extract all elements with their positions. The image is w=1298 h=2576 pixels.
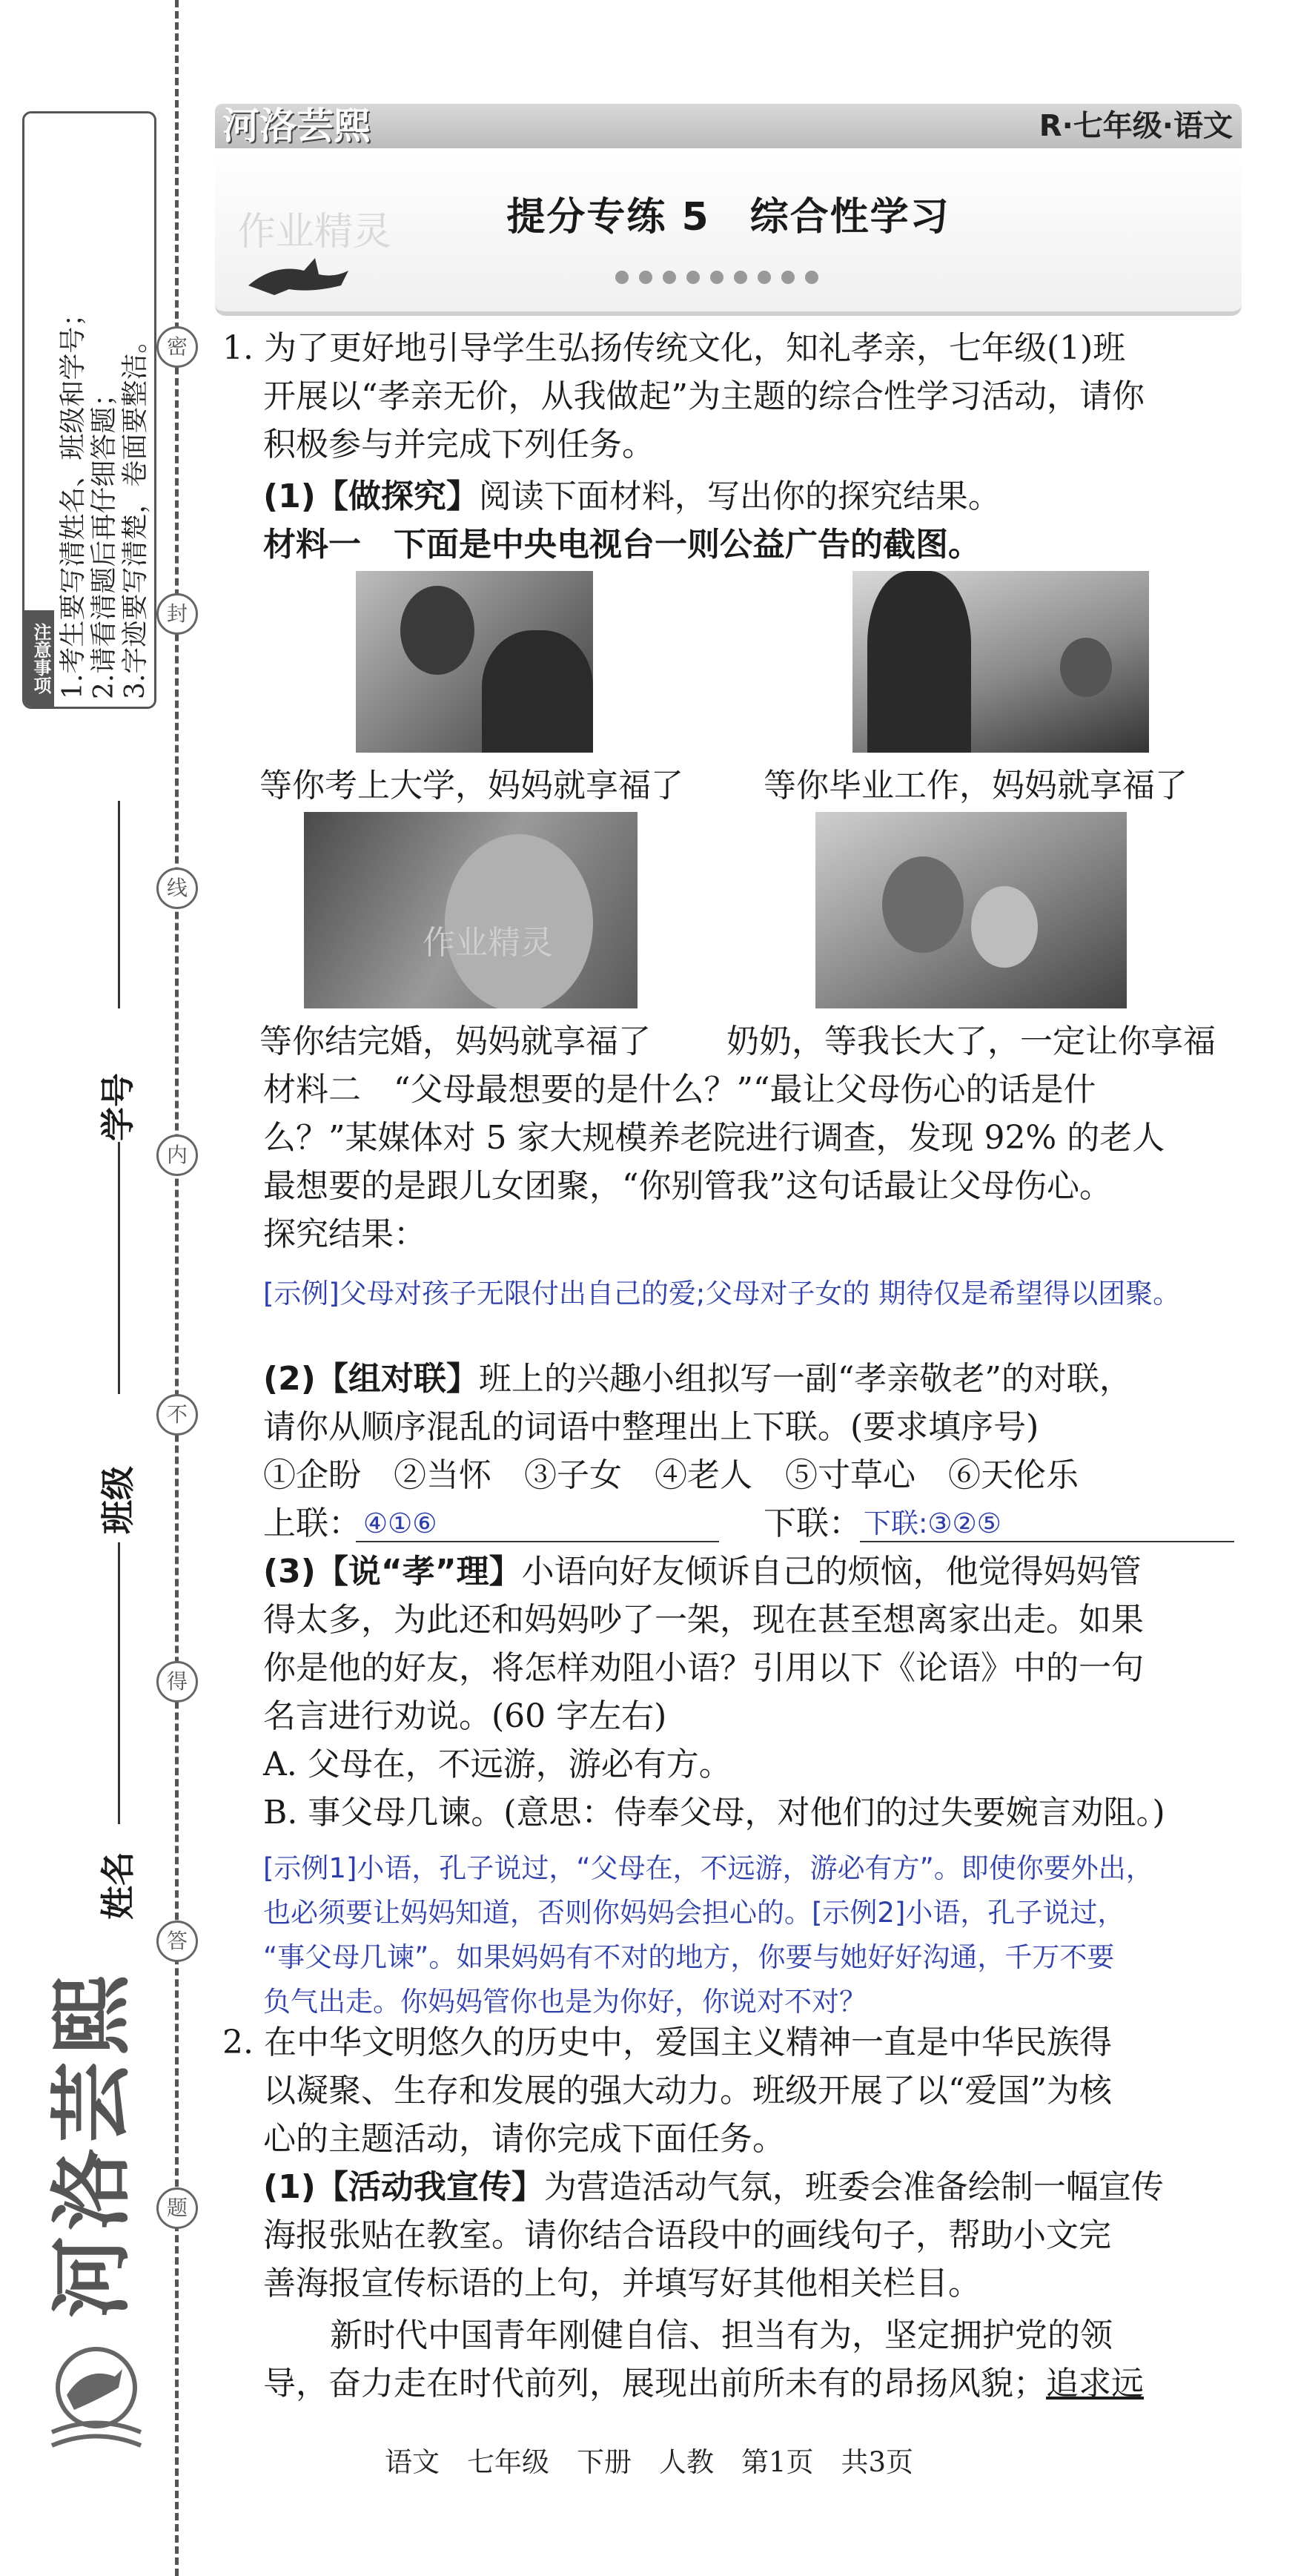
student-id-label: 学号 <box>98 1073 138 1141</box>
seal-da: 答 <box>156 1921 198 1962</box>
caption-4: 奶奶，等我长大了，一定让你享福 <box>726 1023 1216 1060</box>
name-label: 姓名 <box>98 1852 138 1920</box>
passage-line-2 <box>263 2362 1144 2406</box>
q1-part1-label: (1)【做探究】 <box>263 478 479 515</box>
upper-couplet-blank[interactable] <box>356 1541 719 1542</box>
upper-couplet-answer[interactable]: ④①⑥ <box>363 1507 437 1539</box>
q1-stem-1: 1. 为了更好地引导学生弘扬传统文化，知礼孝亲，七年级(1)班 <box>222 329 1126 367</box>
page-title: 提分专练 5 综合性学习 <box>506 195 950 240</box>
q1-part2-text-1: 班上的兴趣小组拟写一副“孝亲敬老”的对联， <box>478 1360 1132 1398</box>
photo-graduate <box>852 571 1149 753</box>
result-answer: [示例]父母对孩子无限付出自己的爱;父母对子女的 期待仅是希望得以团聚。 <box>263 1278 1181 1310</box>
material2-line-1: 材料二 “父母最想要的是什么？”“最让父母伤心的话是什 <box>263 1071 1096 1109</box>
upper-couplet-label: 上联： <box>263 1505 361 1542</box>
q2-part1-text-2: 海报张贴在教室。请你结合语段中的画线句子，帮助小文完 <box>263 2216 1111 2254</box>
lower-couplet-blank[interactable] <box>860 1541 1234 1542</box>
q1-part3-text-4: 名言进行劝说。(60 字左右) <box>263 1697 667 1735</box>
lower-couplet-answer[interactable]: 下联:③②⑤ <box>864 1507 1001 1539</box>
notice-line-1: 1.考生要写清姓名、班级和学号； <box>58 300 88 699</box>
photo-mother-smile <box>304 812 638 1008</box>
photo-grandma-girl <box>815 812 1127 1008</box>
q1-part3 <box>263 1550 1142 1594</box>
notice-line-2: 2.请看清题后再仔细答题； <box>89 380 119 699</box>
caption-2: 等你毕业工作，妈妈就享福了 <box>764 767 1188 805</box>
student-id-line[interactable] <box>118 801 120 1008</box>
title-dots <box>615 271 829 287</box>
q2-stem-3: 心的主题活动，请你完成下面任务。 <box>263 2120 785 2158</box>
q1-part2-text-2: 请你从顺序混乱的词语中整理出上下联。(要求填序号) <box>263 1408 1039 1446</box>
material2-line-3: 最想要的是跟儿女团聚，“你别管我”这句话最让父母伤心。 <box>263 1167 1112 1205</box>
seal-mi: 密 <box>156 326 198 368</box>
binding-margin <box>0 0 200 2576</box>
option-b: B. 事父母几谏。(意思：侍奉父母，对他们的过失要婉言劝阻。) <box>263 1794 1165 1832</box>
seal-ti: 题 <box>156 2187 198 2229</box>
horse-icon <box>245 252 356 297</box>
header-bar <box>215 104 1242 148</box>
option-a: A. 父母在，不远游，游必有方。 <box>263 1746 732 1783</box>
q1-part3-text-3: 你是他的好友，将怎样劝阻小语？引用以下《论语》中的一句 <box>263 1649 1144 1687</box>
passage-line-1: 新时代中国青年刚健自信、担当有为，坚定拥护党的领 <box>330 2316 1113 2354</box>
horse-logo-icon <box>44 2343 148 2454</box>
watermark: 作业精灵 <box>237 210 392 254</box>
part3-answer-3: “事父母几谏”。如果妈妈有不对的地方，你要与她好好沟通，千万不要 <box>263 1941 1115 1973</box>
lower-couplet-label: 下联： <box>764 1505 861 1542</box>
caption-1: 等你考上大学，妈妈就享福了 <box>259 767 683 805</box>
photo-boy-mother <box>356 571 593 753</box>
seal-de: 得 <box>156 1661 198 1703</box>
q1-part3-label: (3)【说“孝”理】 <box>263 1553 522 1591</box>
q2-part1-text-1: 为营造活动气氛，班委会准备绘制一幅宣传 <box>543 2168 1164 2206</box>
couplet-options: ①企盼 ②当怀 ③子女 ④老人 ⑤寸草心 ⑥天伦乐 <box>263 1456 1079 1494</box>
seal-bu: 不 <box>156 1394 198 1436</box>
q2-part1 <box>263 2165 1164 2210</box>
q2-stem-2: 以凝聚、生存和发展的强大动力。班级开展了以“爱国”为核 <box>263 2072 1112 2110</box>
seal-nei: 内 <box>156 1135 198 1176</box>
notice-line-3: 3.字迹要写清楚，卷面要整洁。 <box>120 326 150 699</box>
header-panel <box>215 148 1242 316</box>
brand-vertical: 河洛芸熙 <box>44 1968 139 2318</box>
q1-part1 <box>263 475 1001 519</box>
notice-box <box>22 111 156 709</box>
passage-underlined: 追求远 <box>1046 2365 1144 2402</box>
q1-stem-3: 积极参与并完成下列任务。 <box>263 426 655 463</box>
q2-stem-1: 2. 在中华文明悠久的历史中，爱国主义精神一直是中华民族得 <box>222 2024 1112 2061</box>
page-footer: 语文 七年级 下册 人教 第1页 共3页 <box>384 2446 914 2478</box>
name-line[interactable] <box>118 1542 120 1824</box>
passage-line-2-text: 导，奋力走在时代前列，展现出前所未有的昂扬风貌； <box>263 2365 1046 2402</box>
q1-part2 <box>263 1357 1132 1401</box>
part3-answer-2: 也必须要让妈妈知道，否则你妈妈会担心的。[示例2]小语，孔子说过， <box>263 1897 1125 1929</box>
part3-answer-4: 负气出走。你妈妈管你也是为你好，你说对不对？ <box>263 1986 867 2018</box>
material2-line-2: 么？”某媒体对 5 家大规模养老院进行调查，发现 92% 的老人 <box>263 1119 1165 1157</box>
caption-3: 等你结完婚，妈妈就享福了 <box>259 1023 651 1060</box>
photo-watermark: 作业精灵 <box>423 924 553 962</box>
material1-label: 材料一 下面是中央电视台一则公益广告的截图。 <box>263 526 981 564</box>
q1-stem-2: 开展以“孝亲无价，从我做起”为主题的综合性学习活动，请你 <box>263 377 1145 415</box>
seal-xian: 线 <box>156 868 198 909</box>
notice-title: 注意事项 <box>24 610 54 707</box>
q2-part1-text-3: 善海报宣传标语的上句，并填写好其他相关栏目。 <box>263 2265 981 2302</box>
q1-part3-text-2: 得太多，为此还和妈妈吵了一架，现在甚至想离家出走。如果 <box>263 1601 1144 1639</box>
class-label: 班级 <box>98 1466 138 1534</box>
result-label: 探究结果： <box>263 1215 426 1253</box>
q1-part1-text: 阅读下面材料，写出你的探究结果。 <box>478 478 1001 515</box>
header-brand: 河洛芸熙 <box>222 105 371 148</box>
seal-feng: 封 <box>156 593 198 635</box>
q1-part3-text-1: 小语向好友倾诉自己的烦恼，他觉得妈妈管 <box>521 1553 1142 1591</box>
part3-answer-1: [示例1]小语，孔子说过，“父母在，不远游，游必有方”。即使你要外出， <box>263 1852 1153 1884</box>
class-line[interactable] <box>118 1142 120 1394</box>
grade-label: R·七年级·语文 <box>1039 109 1233 143</box>
q1-part2-label: (2)【组对联】 <box>263 1360 479 1398</box>
q2-part1-label: (1)【活动我宣传】 <box>263 2168 544 2206</box>
